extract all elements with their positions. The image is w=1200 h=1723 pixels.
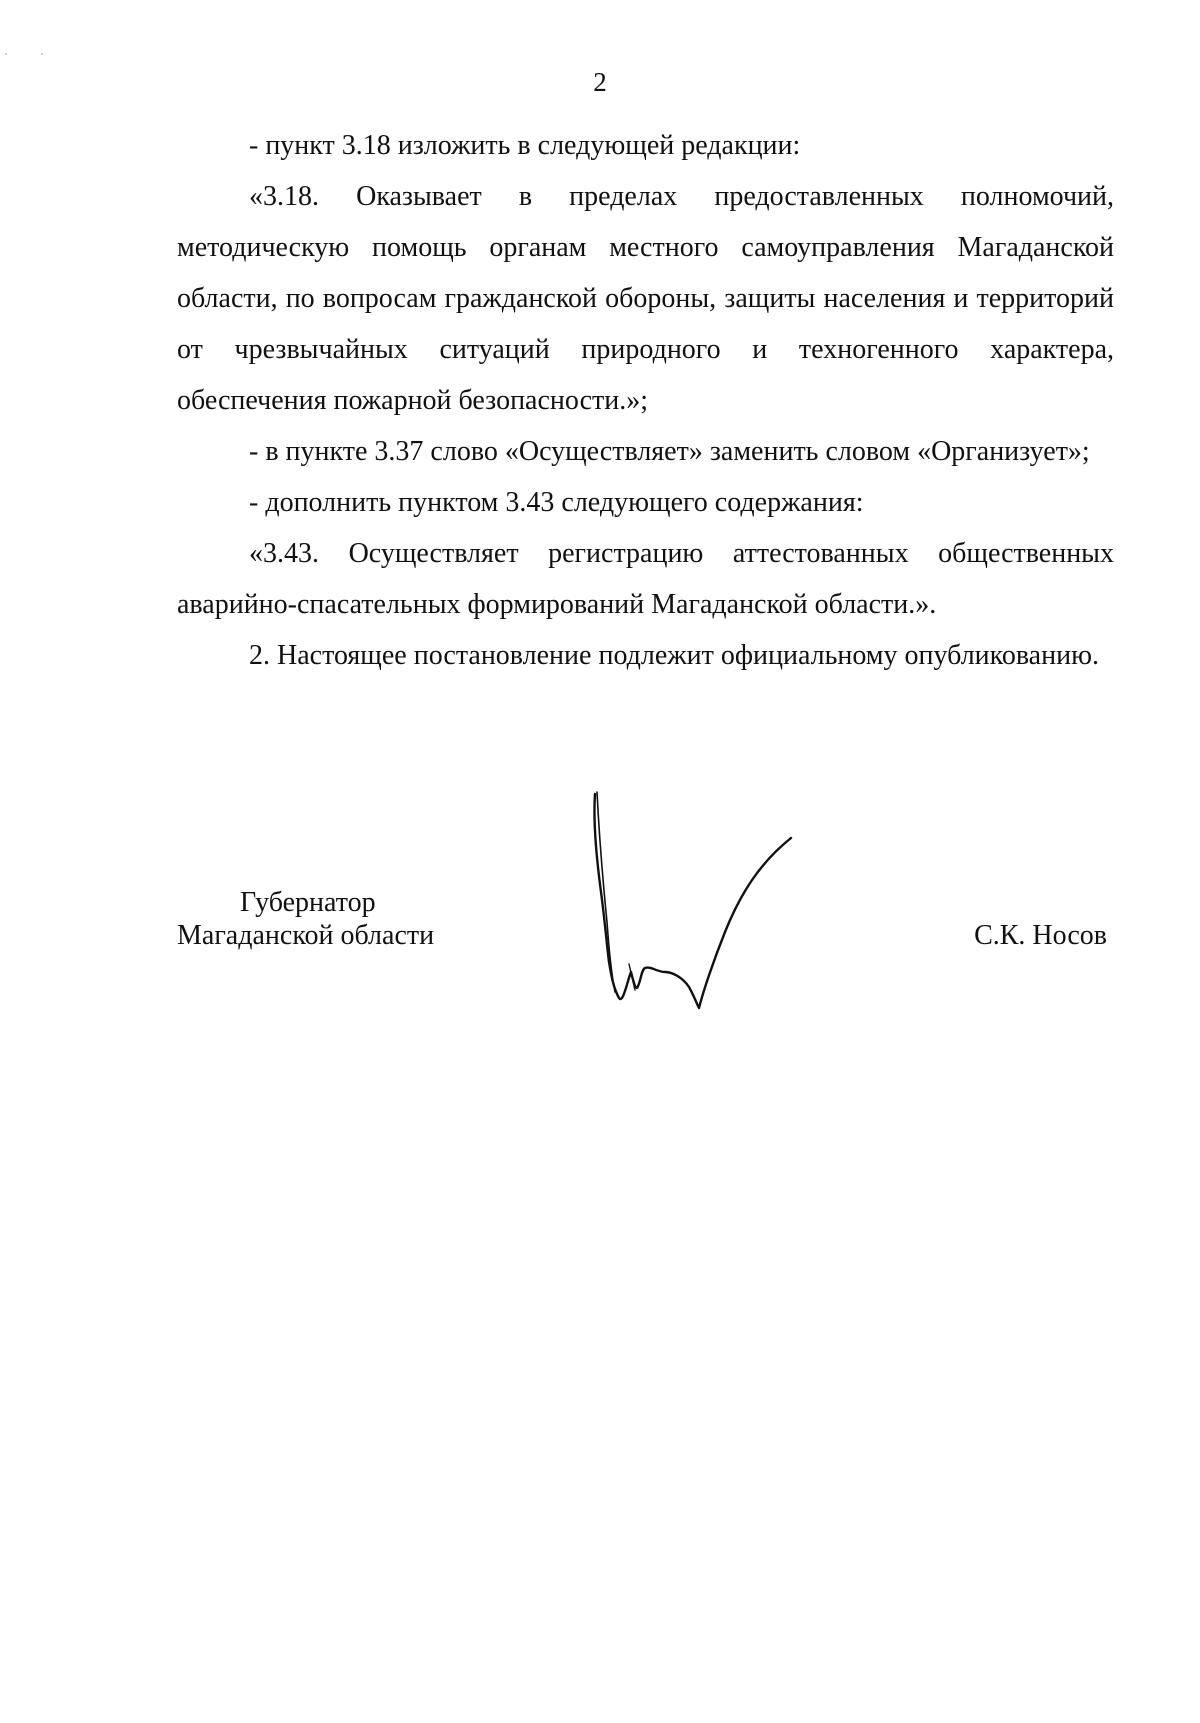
scan-artifact: ˙ bbox=[40, 50, 44, 64]
signer-name: С.К. Носов bbox=[974, 920, 1107, 951]
paragraph-publication: 2. Настоящее постановление подлежит официальному опубликованию. bbox=[249, 640, 1099, 671]
signer-title-region: Магаданской области bbox=[177, 920, 435, 951]
paragraph-amend-3-18: - пункт 3.18 изложить в следующей редакции: bbox=[249, 130, 801, 161]
page-number: 2 bbox=[593, 67, 607, 97]
document-body bbox=[177, 120, 1114, 681]
signer-title bbox=[177, 886, 434, 952]
handwritten-signature bbox=[585, 782, 805, 1018]
paragraph-text-3-18: «3.18. Оказывает в пределах предоставленных полномочий, методическую помощь органам местного самоуправления Магаданской области, по вопросам гражданской обороны, защиты населения и территорий от чрезвычайных ситуаций природного и техногенного характера, обеспечения пожарной безопасности.»; bbox=[177, 181, 1114, 416]
paragraph-amend-3-37: - в пункте 3.37 слово «Осуществляет» заменить словом «Организует»; bbox=[249, 436, 1090, 467]
scan-artifact: ˙ bbox=[4, 50, 8, 64]
paragraph-add-3-43: - дополнить пунктом 3.43 следующего содержания: bbox=[249, 487, 864, 518]
signer-title-position: Губернатор bbox=[240, 887, 376, 918]
paragraph-text-3-43: «3.43. Осуществляет регистрацию аттестованных общественных аварийно-спасательных формирований Магаданской области.». bbox=[177, 538, 1114, 620]
